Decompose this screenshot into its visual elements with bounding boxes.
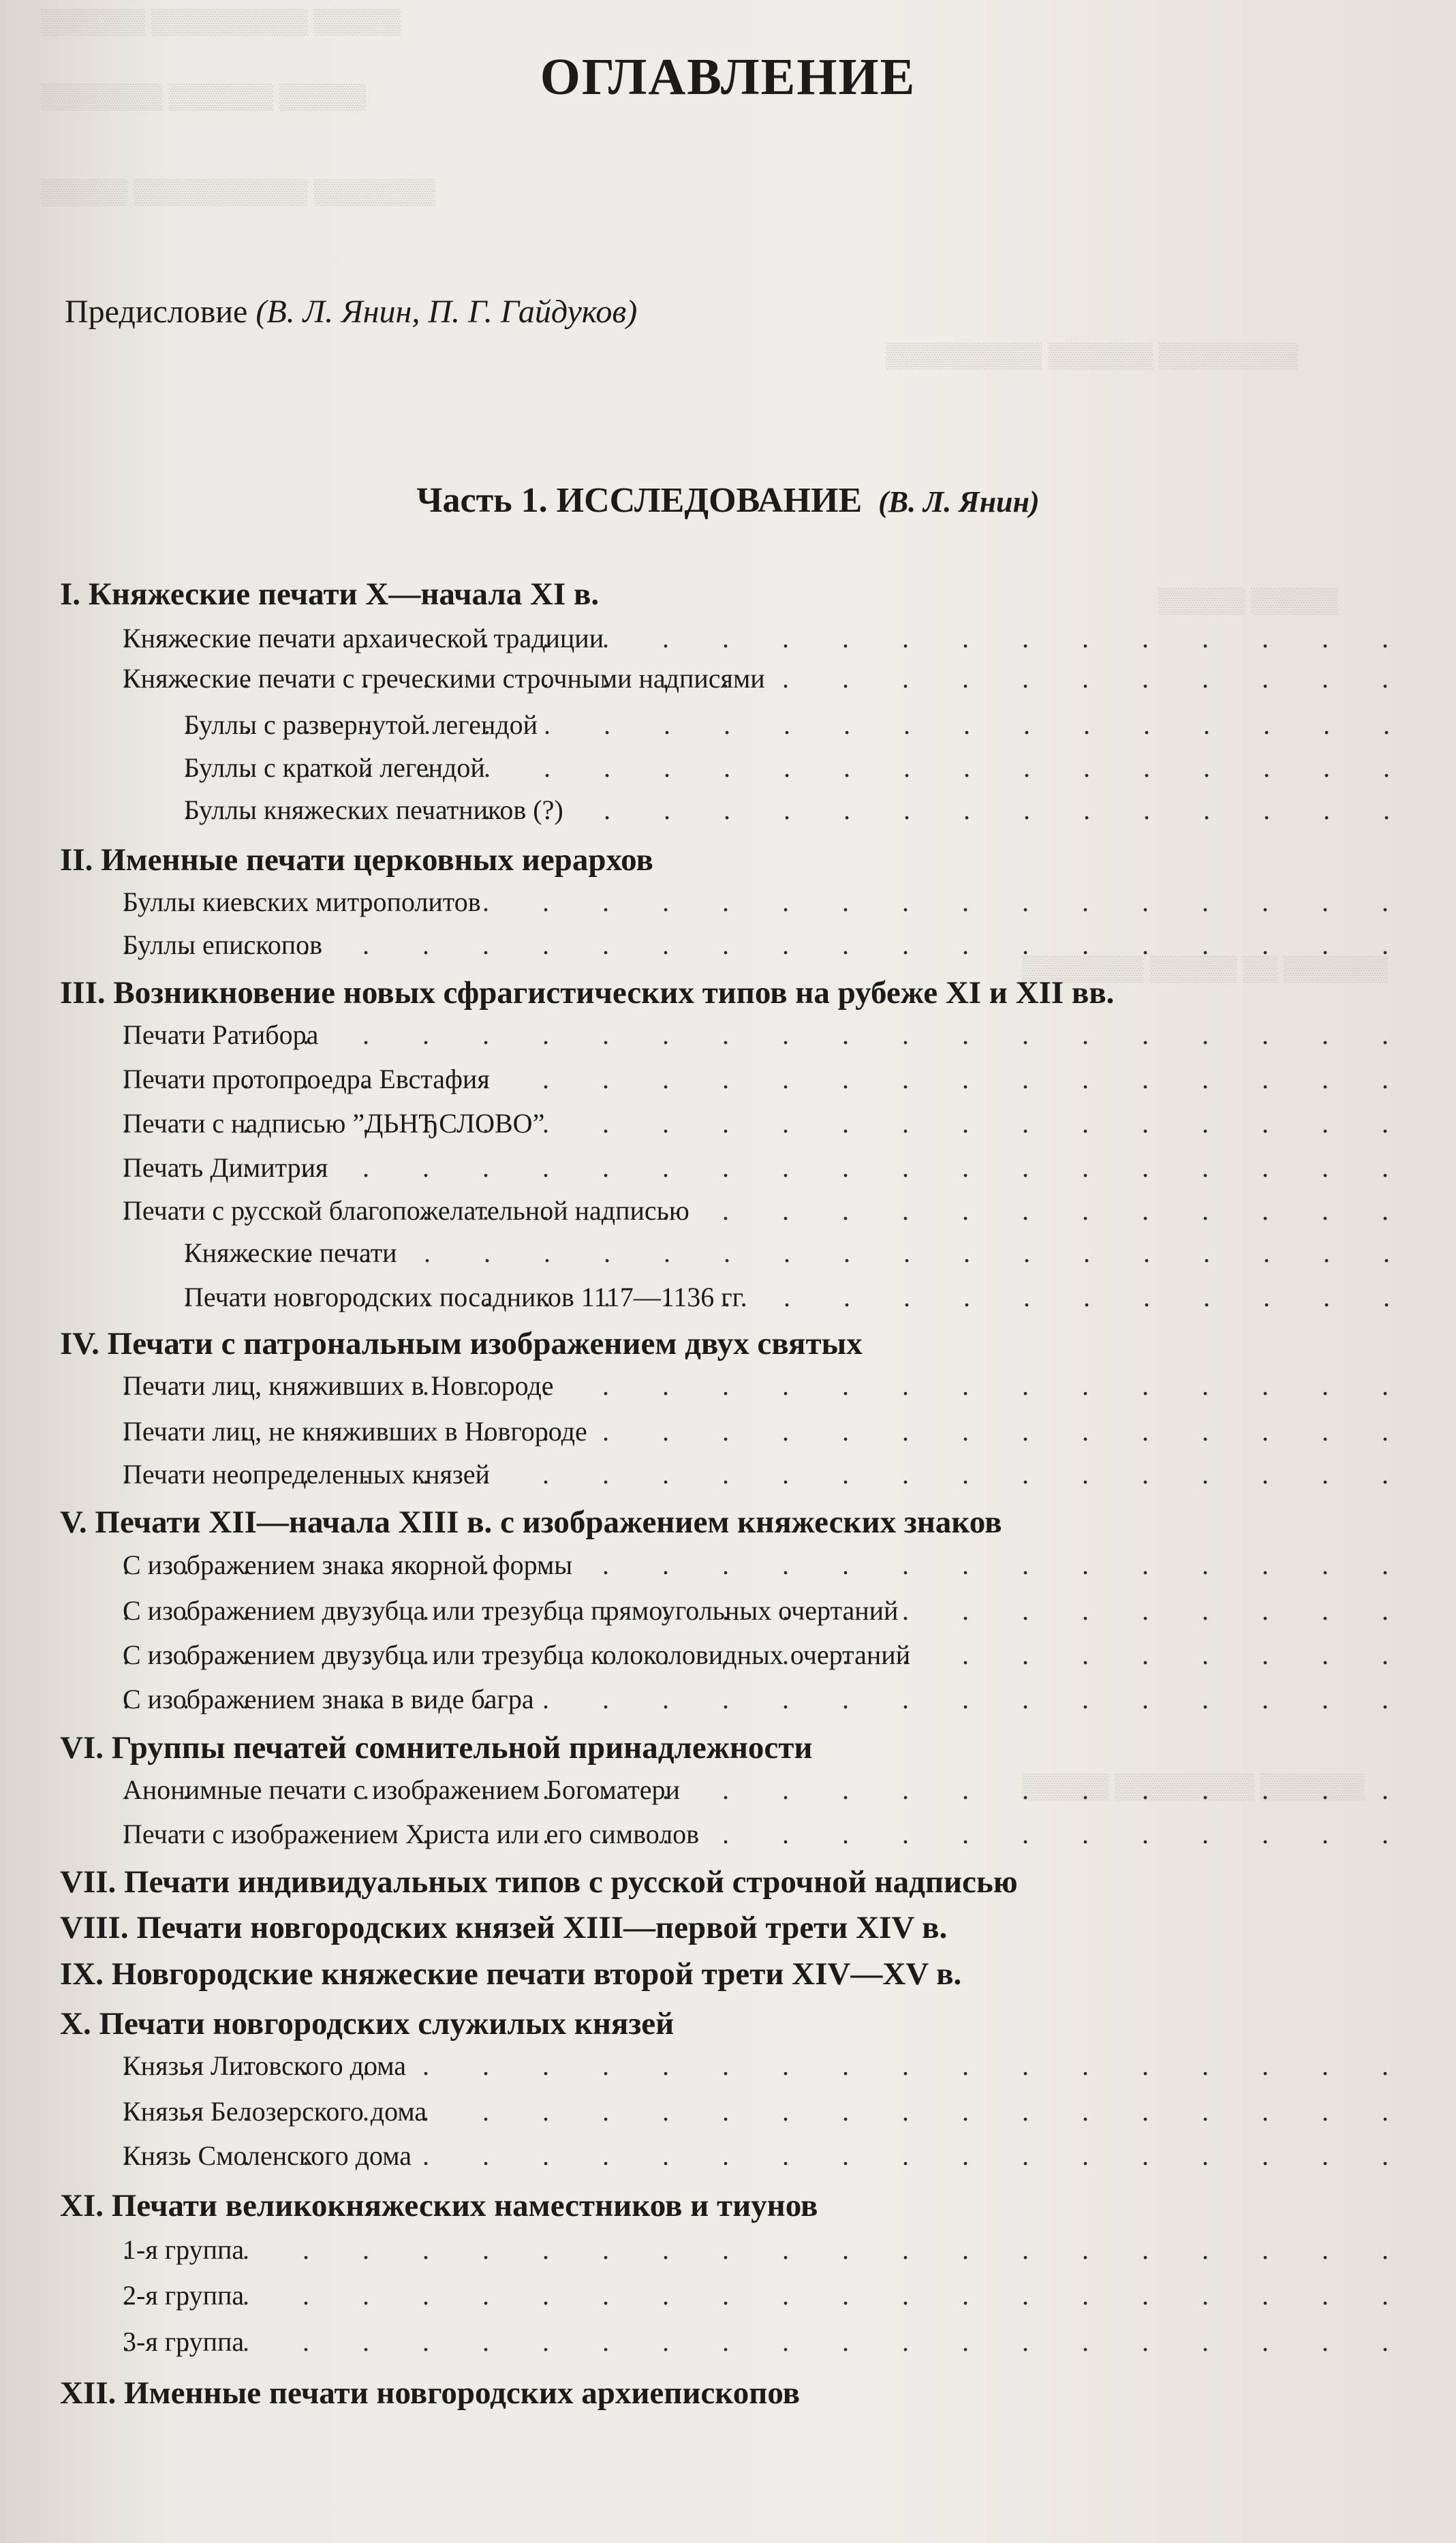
toc-entry-text: Печати Ратибора	[123, 1019, 319, 1050]
toc-entry-text: III. Возникновение новых сфрагистических типов на рубеже XI и XII вв.	[60, 975, 1115, 1011]
toc-entry-text: Князья Белозерского дома	[123, 2096, 427, 2127]
toc-section	[123, 1683, 1408, 1715]
toc-entry-text: XI. Печати великокняжеских наместников и тиунов	[60, 2188, 818, 2223]
bleed-through-text: ▒▒▒▒▒ ▒▒▒▒▒▒ ▒▒▒▒▒▒▒	[41, 82, 367, 110]
toc-entry-text: Печати лиц, княживших в Новгороде	[123, 1370, 554, 1401]
page-title: ОГЛАВЛЕНИЕ	[540, 48, 916, 106]
toc-entry-text: 2-я группа	[123, 2280, 245, 2311]
toc-subsection	[184, 1237, 1408, 1269]
toc-subsection	[184, 1281, 1408, 1313]
toc-entry-text: С изображением знака в виде багра	[123, 1684, 534, 1714]
toc-entry-text: V. Печати XII—начала XIII в. с изображением княжеских знаков	[60, 1505, 1002, 1540]
preface-authors: (В. Л. Янин, П. Г. Гайдуков)	[255, 294, 638, 330]
toc-entry-text: VI. Группы печатей сомнительной принадлежности	[60, 1730, 813, 1766]
toc-entry-text: Печати протопроедра Евстафия	[123, 1064, 490, 1094]
bleed-through-text: ▒▒▒▒▒▒ ▒▒ ▒▒▒▒▒ ▒▒▒▒▒▒▒	[1022, 955, 1389, 982]
toc-entry-text: Печати с русской благопожелательной надписью	[123, 1195, 690, 1226]
toc-chapter	[60, 1956, 1408, 1992]
toc-section	[123, 2326, 1408, 2358]
toc-chapter	[60, 2005, 1408, 2042]
bleed-through-text: ▒▒▒▒▒▒▒ ▒▒▒▒▒▒▒▒▒▒ ▒▒▒▒▒	[41, 178, 436, 205]
toc-entry-text: Буллы с развернутой легендой	[184, 709, 538, 740]
bleed-through-text: ▒▒▒▒▒ ▒▒▒▒▒	[1158, 587, 1339, 614]
toc-entry-text: Печати лиц, не княживших в Новгороде	[123, 1416, 587, 1447]
toc-chapter	[60, 974, 1408, 1011]
toc-section	[123, 2095, 1408, 2127]
toc-entry-text: С изображением знака якорной формы	[123, 1550, 573, 1580]
toc-entry-text: Буллы с краткой легендой	[184, 752, 485, 783]
toc-section	[123, 1549, 1408, 1581]
toc-entry-text: Княжеские печати	[184, 1237, 397, 1268]
toc-section	[123, 1818, 1408, 1850]
toc-section	[123, 2279, 1408, 2311]
toc-subsection	[184, 752, 1408, 784]
part-label: Часть 1. ИССЛЕДОВАНИЕ	[416, 481, 863, 520]
toc-entry-text: 3-я группа	[123, 2326, 245, 2357]
toc-chapter	[60, 842, 1408, 878]
toc-chapter	[60, 2375, 1408, 2411]
toc-section	[123, 886, 1408, 918]
toc-section	[123, 1107, 1408, 1139]
toc-entry-text: IV. Печати с патрональным изображением двух святых	[60, 1326, 863, 1361]
toc-entry-text: VII. Печати индивидуальных типов с русской строчной надписью	[60, 1864, 1018, 1900]
toc-section	[123, 2234, 1408, 2266]
toc-section	[123, 662, 1408, 694]
toc-subsection	[184, 709, 1408, 741]
toc-entry-text: II. Именные печати церковных иерархов	[60, 842, 653, 878]
toc-entry-text: Печать Димитрия	[123, 1152, 328, 1183]
toc-section	[123, 2140, 1408, 2172]
toc-section	[123, 1774, 1408, 1806]
toc-entry-text: Буллы киевских митрополитов	[123, 887, 481, 917]
bleed-through-text: ▒▒▒▒▒▒ ▒▒▒▒▒▒▒▒ ▒▒▒▒▒	[1022, 1772, 1365, 1800]
toc-section	[123, 2050, 1408, 2082]
toc-entry-text: X. Печати новгородских служилых князей	[60, 2006, 675, 2041]
toc-entry-text: Анонимные печати с изображением Богоматери	[123, 1774, 680, 1805]
toc-section	[123, 1458, 1408, 1490]
toc-entry-text: 1-я группа	[123, 2234, 245, 2265]
toc-entry-text: XII. Именные печати новгородских архиепископов	[60, 2375, 801, 2411]
toc-section	[123, 1594, 1408, 1627]
toc-section	[123, 1152, 1408, 1184]
toc-section	[123, 1195, 1408, 1227]
toc-chapter	[60, 1729, 1408, 1766]
toc-entry-text: Печати неопределенных князей	[123, 1459, 490, 1490]
preface-entry	[65, 293, 637, 330]
toc-entry-text: VIII. Печати новгородских князей XIII—первой трети XIV в.	[60, 1910, 948, 1945]
toc-chapter	[60, 1909, 1408, 1946]
toc-entry-text: I. Княжеские печати X—начала XI в.	[60, 576, 600, 612]
part-author: (В. Л. Янин)	[878, 485, 1040, 519]
toc-section	[123, 1415, 1408, 1447]
toc-entry-text: Буллы епископов	[123, 929, 323, 960]
part-heading	[0, 480, 1456, 521]
bleed-through-text: ▒▒▒▒▒ ▒▒▒▒▒▒▒▒▒ ▒▒▒▒▒▒	[41, 7, 401, 35]
toc-section	[123, 1063, 1408, 1095]
toc-chapter	[60, 1864, 1408, 1900]
toc-section	[123, 1019, 1408, 1051]
toc-entry-text: IX. Новгородские княжеские печати второй трети XIV—XV в.	[60, 1956, 962, 1992]
toc-section	[123, 1639, 1408, 1671]
toc-chapter	[60, 2187, 1408, 2224]
preface-label: Предисловие	[65, 294, 248, 330]
toc-entry-text: С изображением двузубца или трезубца прямоугольных очертаний	[123, 1595, 899, 1626]
bleed-through-text: ▒▒▒▒▒▒▒▒ ▒▒▒▒▒▒ ▒▒▒▒▒▒▒▒▒	[886, 341, 1298, 369]
toc-section	[123, 929, 1408, 961]
toc-chapter	[60, 576, 1408, 613]
toc-entry-text: С изображением двузубца или трезубца колоколовидных очертаний	[123, 1639, 911, 1670]
toc-entry-text: Печати с надписью ”ДЬНЂСЛОВО”	[123, 1108, 545, 1139]
toc-entry-text: Печати с изображением Христа или его символов	[123, 1819, 700, 1849]
toc-chapter	[60, 1325, 1408, 1362]
toc-entry-text: Печати новгородских посадников 1117—1136 гг.	[184, 1282, 747, 1312]
toc-section	[123, 1370, 1408, 1402]
toc-entry-text: Буллы княжеских печатников (?)	[184, 795, 563, 825]
toc-subsection	[184, 794, 1408, 826]
toc-entry-text: Княжеские печати с греческими строчными надписями	[123, 663, 765, 694]
toc-chapter	[60, 1504, 1408, 1541]
toc-entry-text: Князья Литовского дома	[123, 2050, 407, 2081]
toc-entry-text: Князь Смоленского дома	[123, 2140, 412, 2171]
toc-entry-text: Княжеские печати архаической традиции	[123, 623, 604, 653]
toc-section	[123, 622, 1408, 654]
